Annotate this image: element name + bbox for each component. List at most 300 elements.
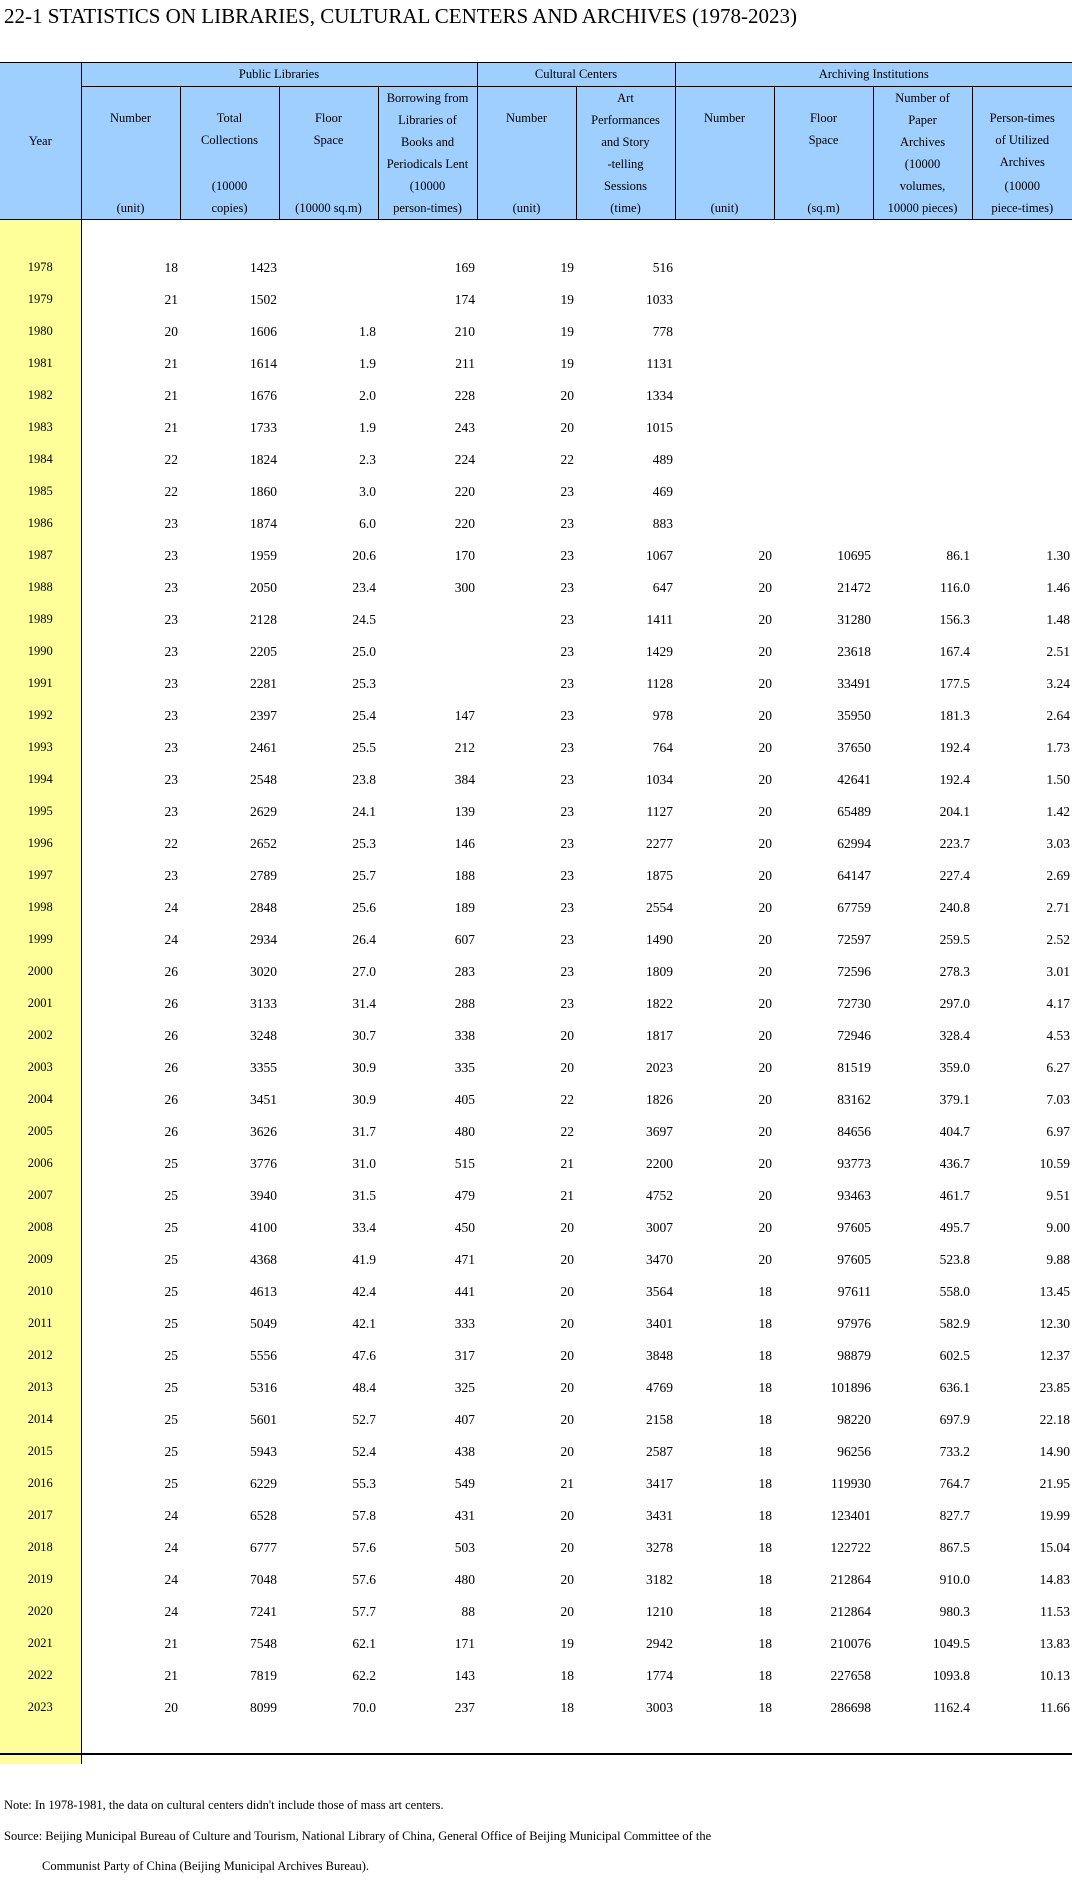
column-header-line: Collections xyxy=(201,133,258,147)
value-cell: 23 xyxy=(164,579,178,595)
column-header xyxy=(279,87,378,220)
table-row xyxy=(0,1660,1072,1692)
column-header-line: (10000 xyxy=(904,157,941,171)
table-row xyxy=(0,1436,1072,1468)
value-cell: 6.27 xyxy=(1046,1059,1070,1075)
column-header-line xyxy=(676,151,774,173)
value-cell: 4769 xyxy=(646,1379,673,1395)
value-cell: 602.5 xyxy=(939,1347,970,1363)
table-row xyxy=(0,444,1072,476)
value-cell: 2205 xyxy=(250,643,277,659)
value-cell: 57.7 xyxy=(352,1603,376,1619)
value-cell: 1034 xyxy=(646,771,673,787)
value-cell: 1033 xyxy=(646,291,673,307)
value-cell: 18 xyxy=(758,1603,772,1619)
value-cell: 405 xyxy=(454,1091,475,1107)
value-cell: 3182 xyxy=(646,1571,673,1587)
value-cell: 101896 xyxy=(830,1379,871,1395)
value-cell: 98220 xyxy=(837,1411,871,1427)
value-cell xyxy=(972,252,1072,284)
value-cell: 2587 xyxy=(646,1443,673,1459)
value-cell: 26 xyxy=(164,1027,178,1043)
value-cell: 5943 xyxy=(250,1443,277,1459)
value-cell xyxy=(774,348,873,380)
year-cell: 2003 xyxy=(0,1052,81,1084)
value-cell: 22 xyxy=(560,451,574,467)
value-cell: 26 xyxy=(164,963,178,979)
value-cell: 21 xyxy=(560,1187,574,1203)
table-row xyxy=(0,1084,1072,1116)
value-cell: 65489 xyxy=(837,803,871,819)
value-cell: 23 xyxy=(560,675,574,691)
value-cell: 23 xyxy=(560,483,574,499)
value-cell: 1.9 xyxy=(359,419,376,435)
value-cell: 18 xyxy=(758,1443,772,1459)
source-line-1: Source: Beijing Municipal Bureau of Culture and Tourism, National Library of China, General Office of Beijing Municipal Committee of the xyxy=(4,1829,712,1843)
value-cell: 26 xyxy=(164,1091,178,1107)
value-cell: 867.5 xyxy=(939,1539,970,1555)
value-cell: 558.0 xyxy=(939,1283,970,1299)
column-header-line: Total xyxy=(216,111,243,125)
value-cell xyxy=(378,636,477,668)
value-cell: 25 xyxy=(164,1315,178,1331)
year-cell: 1981 xyxy=(0,348,81,380)
value-cell: 431 xyxy=(454,1507,475,1523)
value-cell: 210076 xyxy=(830,1635,871,1651)
year-cell: 1988 xyxy=(0,572,81,604)
value-cell: 3417 xyxy=(646,1475,673,1491)
value-cell: 1.42 xyxy=(1046,803,1070,819)
year-cell: 2017 xyxy=(0,1500,81,1532)
value-cell: 33.4 xyxy=(352,1219,376,1235)
year-cell: 2005 xyxy=(0,1116,81,1148)
year-cell: 1984 xyxy=(0,444,81,476)
value-cell: 300 xyxy=(454,579,475,595)
value-cell: 384 xyxy=(454,771,475,787)
value-cell xyxy=(279,252,378,284)
value-cell: 1875 xyxy=(646,867,673,883)
column-header-line: -telling xyxy=(607,157,644,171)
year-cell: 1986 xyxy=(0,508,81,540)
value-cell: 18 xyxy=(758,1699,772,1715)
value-cell: 37650 xyxy=(837,739,871,755)
year-cell: 1987 xyxy=(0,540,81,572)
value-cell: 20 xyxy=(560,1027,574,1043)
value-cell xyxy=(675,252,774,284)
value-cell: 25.5 xyxy=(352,739,376,755)
column-unit-line: (time) xyxy=(610,201,641,215)
value-cell: 171 xyxy=(454,1635,475,1651)
value-cell: 883 xyxy=(652,515,673,531)
table-row xyxy=(0,1212,1072,1244)
value-cell: 4100 xyxy=(250,1219,277,1235)
value-cell: 2548 xyxy=(250,771,277,787)
value-cell: 1774 xyxy=(646,1667,673,1683)
value-cell xyxy=(972,508,1072,540)
value-cell: 57.6 xyxy=(352,1539,376,1555)
year-cell: 1983 xyxy=(0,412,81,444)
value-cell: 2789 xyxy=(250,867,277,883)
value-cell: 25 xyxy=(164,1219,178,1235)
value-cell: 23 xyxy=(560,931,574,947)
value-cell: 204.1 xyxy=(939,803,970,819)
column-header-line: Archives xyxy=(999,155,1045,169)
value-cell: 20 xyxy=(758,1219,772,1235)
value-cell: 18 xyxy=(758,1315,772,1331)
column-header-line: Art xyxy=(617,91,634,105)
value-cell: 22 xyxy=(164,483,178,499)
column-unit-line: (unit) xyxy=(116,201,145,215)
value-cell: 3.03 xyxy=(1046,835,1070,851)
value-cell: 25 xyxy=(164,1411,178,1427)
year-cell: 2002 xyxy=(0,1020,81,1052)
value-cell: 210 xyxy=(454,323,475,339)
value-cell: 22 xyxy=(560,1123,574,1139)
value-cell xyxy=(774,412,873,444)
year-cell: 2018 xyxy=(0,1532,81,1564)
value-cell: 827.7 xyxy=(939,1507,970,1523)
group-public-libraries: Public Libraries xyxy=(81,63,477,87)
value-cell: 11.66 xyxy=(1040,1699,1070,1715)
value-cell: 3940 xyxy=(250,1187,277,1203)
value-cell: 1.48 xyxy=(1046,611,1070,627)
value-cell: 18 xyxy=(758,1507,772,1523)
value-cell: 2461 xyxy=(250,739,277,755)
value-cell: 139 xyxy=(454,803,475,819)
value-cell: 2.0 xyxy=(359,387,376,403)
value-cell: 1334 xyxy=(646,387,673,403)
value-cell: 24.1 xyxy=(352,803,376,819)
year-cell: 2012 xyxy=(0,1340,81,1372)
table-row xyxy=(0,1244,1072,1276)
value-cell: 21 xyxy=(164,419,178,435)
value-cell: 980.3 xyxy=(939,1603,970,1619)
table-row xyxy=(0,796,1072,828)
table-row xyxy=(0,1404,1072,1436)
value-cell xyxy=(774,444,873,476)
table-row xyxy=(0,476,1072,508)
value-cell: 582.9 xyxy=(939,1315,970,1331)
value-cell: 20 xyxy=(758,611,772,627)
value-cell xyxy=(675,284,774,316)
column-header-line xyxy=(676,129,774,151)
value-cell: 8099 xyxy=(250,1699,277,1715)
value-cell: 18 xyxy=(758,1475,772,1491)
value-cell: 7.03 xyxy=(1046,1091,1070,1107)
value-cell: 733.2 xyxy=(939,1443,970,1459)
value-cell: 23 xyxy=(164,707,178,723)
value-cell: 18 xyxy=(164,259,178,275)
value-cell: 2934 xyxy=(250,931,277,947)
value-cell: 237 xyxy=(454,1699,475,1715)
year-cell: 1990 xyxy=(0,636,81,668)
value-cell: 25.3 xyxy=(352,835,376,851)
value-cell: 22 xyxy=(560,1091,574,1107)
year-cell: 2006 xyxy=(0,1148,81,1180)
value-cell: 438 xyxy=(454,1443,475,1459)
value-cell: 3.0 xyxy=(359,483,376,499)
value-cell: 5049 xyxy=(250,1315,277,1331)
value-cell xyxy=(873,252,972,284)
value-cell: 317 xyxy=(454,1347,475,1363)
value-cell: 31.5 xyxy=(352,1187,376,1203)
value-cell: 23 xyxy=(560,899,574,915)
table-row xyxy=(0,988,1072,1020)
table-row xyxy=(0,1052,1072,1084)
value-cell: 3697 xyxy=(646,1123,673,1139)
value-cell: 523.8 xyxy=(939,1251,970,1267)
value-cell: 1959 xyxy=(250,547,277,563)
value-cell: 23 xyxy=(164,867,178,883)
value-cell: 20 xyxy=(560,1379,574,1395)
value-cell: 72597 xyxy=(837,931,871,947)
value-cell: 6777 xyxy=(250,1539,277,1555)
value-cell: 84656 xyxy=(837,1123,871,1139)
table-row xyxy=(0,1596,1072,1628)
value-cell: 174 xyxy=(454,291,475,307)
table-row xyxy=(0,1468,1072,1500)
value-cell: 23.8 xyxy=(352,771,376,787)
value-cell: 72946 xyxy=(837,1027,871,1043)
value-cell: 1.30 xyxy=(1046,547,1070,563)
value-cell: 21 xyxy=(164,387,178,403)
value-cell: 72730 xyxy=(837,995,871,1011)
value-cell: 21 xyxy=(164,355,178,371)
value-cell: 6229 xyxy=(250,1475,277,1491)
value-cell: 20 xyxy=(164,323,178,339)
year-cell: 1995 xyxy=(0,796,81,828)
value-cell xyxy=(774,252,873,284)
table-row xyxy=(0,1372,1072,1404)
table-row xyxy=(0,1564,1072,1596)
value-cell: 30.9 xyxy=(352,1059,376,1075)
value-cell: 25.7 xyxy=(352,867,376,883)
value-cell: 57.8 xyxy=(352,1507,376,1523)
value-cell: 4.53 xyxy=(1046,1027,1070,1043)
column-header-line: volumes, xyxy=(899,179,946,193)
table-row xyxy=(0,252,1072,284)
value-cell: 288 xyxy=(454,995,475,1011)
value-cell: 52.7 xyxy=(352,1411,376,1427)
value-cell: 97611 xyxy=(837,1283,871,1299)
value-cell: 3.24 xyxy=(1046,675,1070,691)
year-cell: 1992 xyxy=(0,700,81,732)
value-cell: 20 xyxy=(758,1027,772,1043)
value-cell: 516 xyxy=(652,259,673,275)
value-cell: 18 xyxy=(758,1667,772,1683)
value-cell: 9.88 xyxy=(1046,1251,1070,1267)
value-cell: 1826 xyxy=(646,1091,673,1107)
year-cell: 1989 xyxy=(0,604,81,636)
value-cell: 18 xyxy=(758,1635,772,1651)
column-header-line: Number xyxy=(506,111,547,125)
table-row xyxy=(0,572,1072,604)
value-cell: 3133 xyxy=(250,995,277,1011)
value-cell: 20 xyxy=(758,1123,772,1139)
value-cell: 1809 xyxy=(646,963,673,979)
value-cell: 25 xyxy=(164,1443,178,1459)
value-cell: 1423 xyxy=(250,259,277,275)
year-cell: 2015 xyxy=(0,1436,81,1468)
column-unit-line: (10000 xyxy=(409,179,446,193)
value-cell: 227.4 xyxy=(939,867,970,883)
value-cell xyxy=(675,444,774,476)
column-header-line: Paper xyxy=(908,113,937,127)
value-cell: 910.0 xyxy=(939,1571,970,1587)
value-cell: 25 xyxy=(164,1347,178,1363)
value-cell: 3020 xyxy=(250,963,277,979)
value-cell: 480 xyxy=(454,1123,475,1139)
value-cell: 31280 xyxy=(837,611,871,627)
value-cell: 41.9 xyxy=(352,1251,376,1267)
value-cell: 86.1 xyxy=(946,547,970,563)
column-header xyxy=(675,87,774,220)
value-cell: 1429 xyxy=(646,643,673,659)
table-row xyxy=(0,700,1072,732)
year-cell: 1996 xyxy=(0,828,81,860)
value-cell: 461.7 xyxy=(939,1187,970,1203)
value-cell: 20 xyxy=(758,547,772,563)
value-cell xyxy=(873,348,972,380)
value-cell: 21472 xyxy=(837,579,871,595)
value-cell: 243 xyxy=(454,419,475,435)
value-cell: 20.6 xyxy=(352,547,376,563)
value-cell: 169 xyxy=(454,259,475,275)
value-cell: 12.37 xyxy=(1039,1347,1070,1363)
table-row xyxy=(0,1340,1072,1372)
column-header xyxy=(477,87,576,220)
value-cell: 14.83 xyxy=(1039,1571,1070,1587)
value-cell: 3564 xyxy=(646,1283,673,1299)
value-cell xyxy=(675,316,774,348)
value-cell: 20 xyxy=(758,771,772,787)
year-cell: 1978 xyxy=(0,252,81,284)
column-header-line: Number xyxy=(704,111,745,125)
value-cell: 156.3 xyxy=(939,611,970,627)
value-cell: 20 xyxy=(560,1539,574,1555)
value-cell: 1.73 xyxy=(1046,739,1070,755)
column-unit-line: copies) xyxy=(211,201,248,215)
value-cell: 1676 xyxy=(250,387,277,403)
column-header-line: of Utilized xyxy=(995,133,1050,147)
value-cell: 21 xyxy=(560,1155,574,1171)
year-cell: 2013 xyxy=(0,1372,81,1404)
value-cell: 23 xyxy=(560,611,574,627)
value-cell: 2848 xyxy=(250,899,277,915)
value-cell: 23 xyxy=(560,835,574,851)
value-cell: 1.8 xyxy=(359,323,376,339)
value-cell: 20 xyxy=(758,899,772,915)
value-cell: 62.1 xyxy=(352,1635,376,1651)
value-cell xyxy=(873,444,972,476)
year-header: Year xyxy=(0,63,81,220)
value-cell: 18 xyxy=(758,1347,772,1363)
value-cell: 503 xyxy=(454,1539,475,1555)
value-cell: 143 xyxy=(454,1667,475,1683)
value-cell: 10695 xyxy=(837,547,871,563)
value-cell: 57.6 xyxy=(352,1571,376,1587)
value-cell: 10.13 xyxy=(1039,1667,1070,1683)
value-cell: 20 xyxy=(560,1219,574,1235)
column-header-line: Periodicals Lent xyxy=(386,157,469,171)
column-header-line: Archives xyxy=(899,135,946,149)
value-cell: 25 xyxy=(164,1283,178,1299)
value-cell: 192.4 xyxy=(939,771,970,787)
value-cell xyxy=(279,284,378,316)
value-cell: 1502 xyxy=(250,291,277,307)
value-cell: 170 xyxy=(454,547,475,563)
value-cell: 20 xyxy=(560,1315,574,1331)
column-header-line: Number xyxy=(110,111,151,125)
table-row xyxy=(0,764,1072,796)
value-cell: 20 xyxy=(758,1059,772,1075)
value-cell: 2629 xyxy=(250,803,277,819)
value-cell: 97605 xyxy=(837,1251,871,1267)
value-cell: 4368 xyxy=(250,1251,277,1267)
value-cell: 23 xyxy=(164,739,178,755)
value-cell: 23.85 xyxy=(1039,1379,1070,1395)
bottom-rule xyxy=(0,1753,1072,1755)
value-cell: 471 xyxy=(454,1251,475,1267)
value-cell: 436.7 xyxy=(939,1155,970,1171)
column-header-line: and Story xyxy=(601,135,650,149)
value-cell: 189 xyxy=(454,899,475,915)
table-row xyxy=(0,412,1072,444)
value-cell: 480 xyxy=(454,1571,475,1587)
value-cell: 2128 xyxy=(250,611,277,627)
value-cell: 9.00 xyxy=(1046,1219,1070,1235)
value-cell: 19 xyxy=(560,1635,574,1651)
value-cell: 23 xyxy=(560,867,574,883)
value-cell: 20 xyxy=(758,739,772,755)
value-cell: 212 xyxy=(454,739,475,755)
value-cell: 98879 xyxy=(837,1347,871,1363)
value-cell: 20 xyxy=(758,579,772,595)
value-cell: 1874 xyxy=(250,515,277,531)
value-cell: 62994 xyxy=(837,835,871,851)
value-cell: 5316 xyxy=(250,1379,277,1395)
year-cell: 2004 xyxy=(0,1084,81,1116)
value-cell: 14.90 xyxy=(1039,1443,1070,1459)
value-cell xyxy=(873,284,972,316)
value-cell xyxy=(774,380,873,412)
value-cell: 20 xyxy=(560,1443,574,1459)
value-cell: 3.01 xyxy=(1046,963,1070,979)
value-cell: 20 xyxy=(560,1283,574,1299)
value-cell xyxy=(675,380,774,412)
value-cell: 26.4 xyxy=(352,931,376,947)
value-cell: 20 xyxy=(560,1603,574,1619)
year-cell: 1979 xyxy=(0,284,81,316)
value-cell: 20 xyxy=(560,1411,574,1427)
value-cell: 1128 xyxy=(646,675,673,691)
value-cell: 5556 xyxy=(250,1347,277,1363)
value-cell: 97605 xyxy=(837,1219,871,1235)
value-cell: 30.7 xyxy=(352,1027,376,1043)
value-cell: 181.3 xyxy=(939,707,970,723)
value-cell: 495.7 xyxy=(939,1219,970,1235)
value-cell: 4752 xyxy=(646,1187,673,1203)
value-cell xyxy=(972,412,1072,444)
value-cell: 33491 xyxy=(837,675,871,691)
value-cell xyxy=(675,348,774,380)
table-note: Note: In 1978-1981, the data on cultural centers didn't include those of mass art centers. xyxy=(4,1798,444,1812)
table-row xyxy=(0,1148,1072,1180)
table-row xyxy=(0,668,1072,700)
value-cell: 2554 xyxy=(646,899,673,915)
value-cell xyxy=(972,444,1072,476)
value-cell: 81519 xyxy=(837,1059,871,1075)
